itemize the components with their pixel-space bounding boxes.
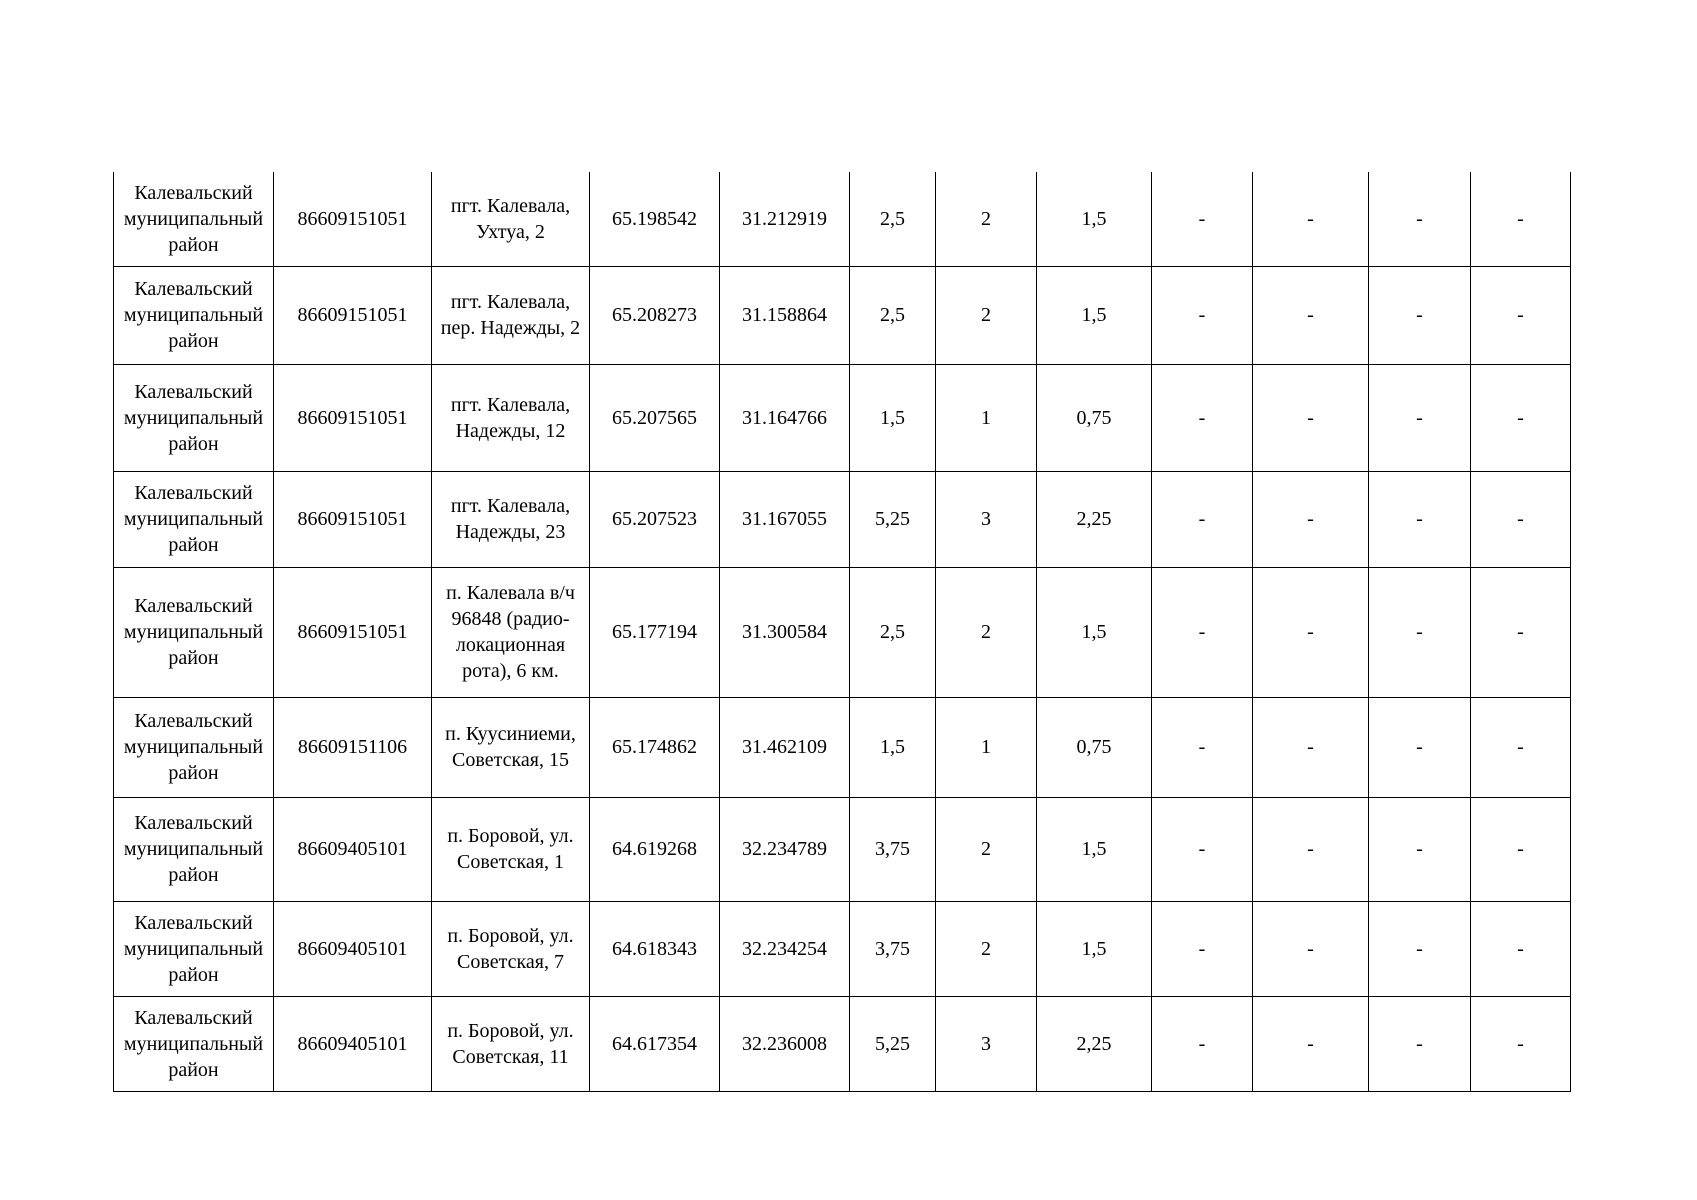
latitude-cell: 65.207523 [590,471,720,567]
data-table [113,172,1571,1092]
longitude-cell: 31.164766 [720,364,850,471]
address-cell: п. Калевала в/ч 96848 (радио-локационная рота), 6 км. [432,567,590,697]
value-cell: 3,75 [850,901,936,996]
value-cell: 1,5 [1037,172,1152,266]
dash-cell: - [1369,172,1471,266]
oktmo-cell: 86609151106 [274,697,432,797]
table-row [114,567,1571,697]
longitude-cell: 31.158864 [720,266,850,364]
dash-cell: - [1152,901,1253,996]
value-cell: 2,5 [850,266,936,364]
table-row [114,797,1571,901]
dash-cell: - [1152,471,1253,567]
value-cell: 1,5 [850,364,936,471]
longitude-cell: 31.462109 [720,697,850,797]
dash-cell: - [1253,172,1369,266]
latitude-cell: 65.207565 [590,364,720,471]
address-cell: п. Боровой, ул. Советская, 11 [432,996,590,1091]
district-cell: Калевальский муниципальный район [114,266,274,364]
district-cell: Калевальский муниципальный район [114,172,274,266]
address-cell: пгт. Калевала, пер. Надежды, 2 [432,266,590,364]
dash-cell: - [1152,172,1253,266]
latitude-cell: 64.619268 [590,797,720,901]
value-cell: 0,75 [1037,364,1152,471]
value-cell: 2,5 [850,172,936,266]
value-cell: 1,5 [1037,797,1152,901]
dash-cell: - [1471,797,1571,901]
district-cell: Калевальский муниципальный район [114,996,274,1091]
value-cell: 3,75 [850,797,936,901]
latitude-cell: 65.174862 [590,697,720,797]
district-cell: Калевальский муниципальный район [114,797,274,901]
value-cell: 2 [936,797,1037,901]
value-cell: 2 [936,901,1037,996]
address-cell: пгт. Калевала, Надежды, 23 [432,471,590,567]
dash-cell: - [1471,172,1571,266]
value-cell: 1 [936,364,1037,471]
value-cell: 0,75 [1037,697,1152,797]
dash-cell: - [1369,996,1471,1091]
dash-cell: - [1253,266,1369,364]
dash-cell: - [1369,797,1471,901]
dash-cell: - [1253,364,1369,471]
table-row [114,901,1571,996]
value-cell: 1,5 [1037,901,1152,996]
dash-cell: - [1471,364,1571,471]
dash-cell: - [1369,697,1471,797]
value-cell: 1 [936,697,1037,797]
address-cell: п. Боровой, ул. Советская, 1 [432,797,590,901]
table-row [114,697,1571,797]
table-row [114,266,1571,364]
dash-cell: - [1253,471,1369,567]
district-cell: Калевальский муниципальный район [114,471,274,567]
dash-cell: - [1253,996,1369,1091]
dash-cell: - [1471,901,1571,996]
dash-cell: - [1152,797,1253,901]
latitude-cell: 65.177194 [590,567,720,697]
address-cell: п. Боровой, ул. Советская, 7 [432,901,590,996]
dash-cell: - [1253,901,1369,996]
dash-cell: - [1152,567,1253,697]
longitude-cell: 31.167055 [720,471,850,567]
dash-cell: - [1152,266,1253,364]
table-row [114,172,1571,266]
dash-cell: - [1152,697,1253,797]
dash-cell: - [1152,364,1253,471]
address-cell: пгт. Калевала, Ухтуа, 2 [432,172,590,266]
table-row [114,364,1571,471]
table-row [114,471,1571,567]
longitude-cell: 31.212919 [720,172,850,266]
oktmo-cell: 86609151051 [274,567,432,697]
latitude-cell: 65.208273 [590,266,720,364]
value-cell: 1,5 [1037,266,1152,364]
address-cell: п. Куусиниеми, Советская, 15 [432,697,590,797]
district-cell: Калевальский муниципальный район [114,697,274,797]
value-cell: 2,25 [1037,996,1152,1091]
oktmo-cell: 86609151051 [274,172,432,266]
longitude-cell: 32.236008 [720,996,850,1091]
dash-cell: - [1253,797,1369,901]
oktmo-cell: 86609151051 [274,471,432,567]
value-cell: 2,25 [1037,471,1152,567]
district-cell: Калевальский муниципальный район [114,364,274,471]
value-cell: 5,25 [850,471,936,567]
oktmo-cell: 86609151051 [274,364,432,471]
value-cell: 2,5 [850,567,936,697]
dash-cell: - [1471,996,1571,1091]
district-cell: Калевальский муниципальный район [114,901,274,996]
value-cell: 2 [936,567,1037,697]
oktmo-cell: 86609405101 [274,901,432,996]
dash-cell: - [1471,567,1571,697]
longitude-cell: 32.234254 [720,901,850,996]
dash-cell: - [1471,697,1571,797]
dash-cell: - [1369,266,1471,364]
dash-cell: - [1253,697,1369,797]
value-cell: 1,5 [850,697,936,797]
value-cell: 2 [936,172,1037,266]
dash-cell: - [1253,567,1369,697]
longitude-cell: 32.234789 [720,797,850,901]
dash-cell: - [1369,567,1471,697]
longitude-cell: 31.300584 [720,567,850,697]
value-cell: 3 [936,471,1037,567]
table-row [114,996,1571,1091]
value-cell: 1,5 [1037,567,1152,697]
dash-cell: - [1152,996,1253,1091]
latitude-cell: 64.617354 [590,996,720,1091]
dash-cell: - [1471,471,1571,567]
dash-cell: - [1369,901,1471,996]
dash-cell: - [1471,266,1571,364]
value-cell: 5,25 [850,996,936,1091]
address-cell: пгт. Калевала, Надежды, 12 [432,364,590,471]
latitude-cell: 64.618343 [590,901,720,996]
dash-cell: - [1369,364,1471,471]
district-cell: Калевальский муниципальный район [114,567,274,697]
value-cell: 2 [936,266,1037,364]
latitude-cell: 65.198542 [590,172,720,266]
oktmo-cell: 86609151051 [274,266,432,364]
oktmo-cell: 86609405101 [274,797,432,901]
oktmo-cell: 86609405101 [274,996,432,1091]
value-cell: 3 [936,996,1037,1091]
dash-cell: - [1369,471,1471,567]
